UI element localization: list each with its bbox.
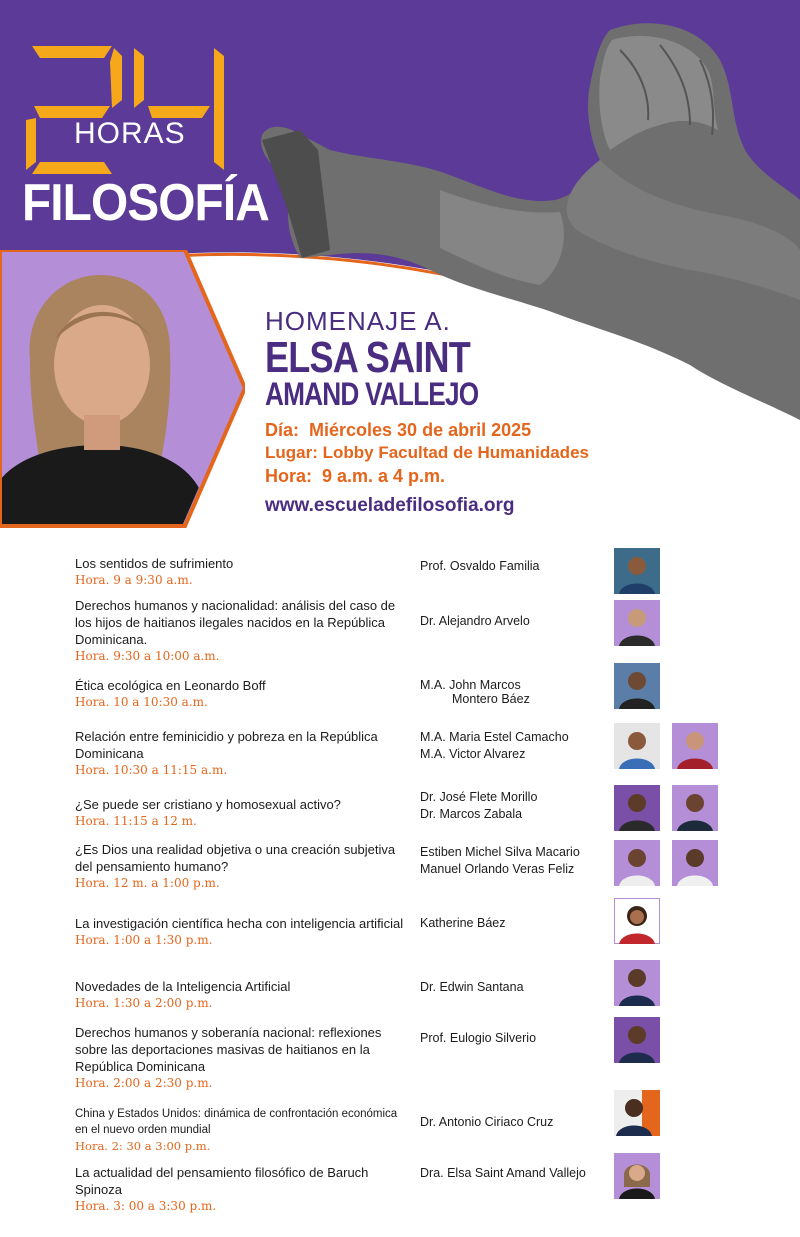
- talk-topic: [75, 841, 405, 892]
- talk-title: ¿Se puede ser cristiano y homosexual activo?: [75, 797, 341, 812]
- talk-time: Hora. 12 m. a 1:00 p.m.: [75, 876, 220, 890]
- talk-title: Relación entre feminicidio y pobreza en la República Dominicana: [75, 729, 378, 761]
- talk-time: Hora. 9:30 a 10:00 a.m.: [75, 649, 220, 663]
- speaker-name: Manuel Orlando Veras Feliz: [420, 862, 575, 876]
- talk-speakers: [420, 979, 610, 996]
- talk-time: Hora. 1:30 a 2:00 p.m.: [75, 996, 213, 1010]
- speaker-name: M.A. Victor Alvarez: [420, 747, 526, 761]
- speaker-photo: [614, 960, 660, 1006]
- talk-time: Hora. 9 a 9:30 a.m.: [75, 573, 193, 587]
- talk-time: Hora. 10 a 10:30 a.m.: [75, 695, 208, 709]
- speaker-photo: [614, 1153, 660, 1199]
- speaker-name: Dr. Antonio Ciriaco Cruz: [420, 1115, 554, 1129]
- honoree-name-line2: AMAND VALLEJO: [265, 376, 479, 412]
- speaker-photo: [672, 785, 718, 831]
- event-location: Lugar: Lobby Facultad de Humanidades: [265, 443, 589, 462]
- speaker-photo: [614, 898, 660, 944]
- homenaje-label: HOMENAJE A.: [265, 306, 451, 336]
- speaker-photo: [614, 785, 660, 831]
- talk-speakers: [420, 1165, 610, 1182]
- speaker-name: Dra. Elsa Saint Amand Vallejo: [420, 1166, 586, 1180]
- talk-speakers: [420, 915, 610, 932]
- talk-time: Hora. 10:30 a 11:15 a.m.: [75, 763, 228, 777]
- talk-time: Hora. 11:15 a 12 m.: [75, 814, 197, 828]
- speaker-photo: [672, 723, 718, 769]
- talk-topic: [75, 1024, 405, 1092]
- speaker-name: Dr. Alejandro Arvelo: [420, 614, 530, 628]
- talk-speakers: [420, 789, 610, 823]
- talk-topic: [75, 796, 405, 830]
- talk-speakers: [420, 844, 610, 878]
- speaker-name: Katherine Báez: [420, 916, 506, 930]
- talk-time: Hora. 2: 30 a 3:00 p.m.: [75, 1139, 211, 1153]
- talk-topic: [75, 978, 405, 1012]
- speaker-name: Dr. José Flete Morillo: [420, 790, 538, 804]
- speaker-photo: [614, 1090, 660, 1136]
- speaker-name: Prof. Eulogio Silverio: [420, 1031, 537, 1045]
- talk-time: Hora. 1:00 a 1:30 p.m.: [75, 933, 213, 947]
- talk-topic: [75, 597, 405, 665]
- talk-topic: [75, 677, 405, 711]
- speaker-name: Dr. Marcos Zabala: [420, 807, 523, 821]
- speaker-name: Dr. Edwin Santana: [420, 980, 524, 994]
- talk-title: Los sentidos de sufrimiento: [75, 556, 234, 571]
- speaker-name: M.A. John Marcos: [420, 678, 521, 692]
- talk-title: La investigación científica hecha con inteligencia artificial: [75, 916, 404, 931]
- talk-title: China y Estados Unidos: dinámica de confrontación económica en el nuevo orden mundial: [75, 1108, 398, 1136]
- speaker-photo: [614, 548, 660, 594]
- honoree-name-line1: ELSA SAINT: [265, 333, 470, 382]
- speaker-photo: [672, 840, 718, 886]
- talk-speakers: [420, 558, 610, 575]
- talk-title: Ética ecológica en Leonardo Boff: [75, 678, 266, 693]
- talk-speakers: [420, 613, 610, 630]
- talk-title: La actualidad del pensamiento filosófico de Baruch Spinoza: [75, 1165, 369, 1197]
- talk-speakers: [420, 1030, 610, 1047]
- talk-topic: [75, 915, 405, 949]
- logo-horas: HORAS: [74, 117, 186, 150]
- speaker-photo: [614, 1017, 660, 1063]
- talk-topic: [75, 1106, 405, 1154]
- speaker-photo: [614, 663, 660, 709]
- speaker-photo: [614, 723, 660, 769]
- talk-speakers: [420, 677, 610, 708]
- speaker-name: M.A. Maria Estel Camacho: [420, 730, 569, 744]
- talk-title: Novedades de la Inteligencia Artificial: [75, 979, 291, 994]
- speaker-photo: [614, 600, 660, 646]
- talk-title: Derechos humanos y nacionalidad: análisis del caso de los hijos de haitianos ilegales nacidos en la República Dominicana.: [75, 598, 396, 647]
- speaker-name: Estiben Michel Silva Macario: [420, 845, 580, 859]
- talk-time: Hora. 2:00 a 2:30 p.m.: [75, 1076, 213, 1090]
- talk-topic: [75, 728, 405, 779]
- talk-time: Hora. 3: 00 a 3:30 p.m.: [75, 1199, 217, 1213]
- talk-speakers: [420, 1114, 610, 1131]
- speaker-photo: [614, 840, 660, 886]
- event-time: Hora: 9 a.m. a 4 p.m.: [265, 466, 446, 486]
- talk-title: ¿Es Dios una realidad objetiva o una creación subjetiva del pensamiento humano?: [75, 842, 396, 874]
- talk-title: Derechos humanos y soberanía nacional: reflexiones sobre las deportaciones masivas de haitianos en la República Dominicana: [75, 1025, 382, 1074]
- speaker-name: Montero Báez: [452, 692, 530, 706]
- event-date: Día: Miércoles 30 de abril 2025: [265, 420, 532, 440]
- website-link[interactable]: www.escueladefilosofia.org: [265, 495, 515, 516]
- logo-filosofia: FILOSOFÍA: [22, 174, 269, 232]
- talk-topic: [75, 1164, 405, 1215]
- speaker-name: Prof. Osvaldo Familia: [420, 559, 540, 573]
- talk-speakers: [420, 729, 610, 763]
- talk-topic: [75, 555, 405, 589]
